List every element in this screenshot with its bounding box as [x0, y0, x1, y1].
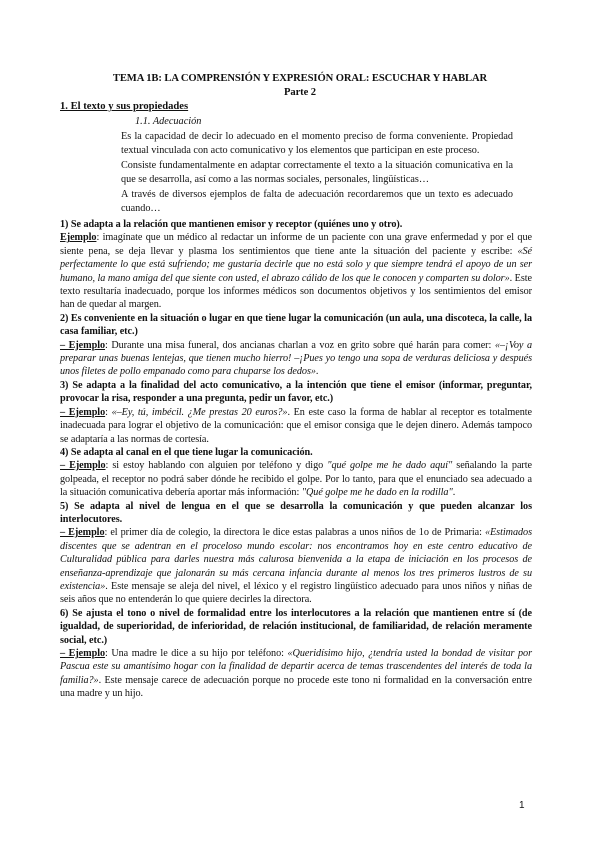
- example-text: . Este texto resultaría inadecuado, porque los informes médicos son documentos objetivos y los sentimientos del emisor han de quedar al margen.: [60, 272, 532, 311]
- point-example: [60, 231, 532, 311]
- section-heading: 1. El texto y sus propiedades: [60, 101, 189, 112]
- point-heading: 4) Se adapta al canal en el que tiene lugar la comunicación.: [60, 446, 313, 458]
- example-text: . Este mensaje se aleja del nivel, el léxico y el registro lingüístico adecuado para unos niños y niñas de seis años que no entenderán lo que quiere decirles la directora.: [60, 580, 532, 606]
- point-item: [60, 312, 532, 379]
- definition-paragraph: Es la capacidad de decir lo adecuado en el momento preciso de forma conveniente. Propiedad textual vinculada con acto comunicativo y los elementos que participan en este proceso.: [121, 131, 513, 156]
- point-example: [60, 526, 532, 606]
- example-quote: «Sé perfectamente lo que está sufriendo; me gustaría decirle que no está solo y que siempre tendrá el apoyo de un ser humano, la mano amiga del que siente con usted, el abrazo cálido de los que le conocen y comparten su dolor»: [60, 245, 532, 284]
- point-heading: 1) Se adapta a la relación que mantienen emisor y receptor (quiénes uno y otro).: [60, 219, 403, 230]
- example-text: .: [452, 487, 456, 499]
- point-example: [60, 647, 532, 701]
- example-text: : Durante una misa funeral, dos ancianas charlan a voz en grito sobre qué harán para comer:: [105, 339, 495, 351]
- point-item: [60, 446, 532, 500]
- page-number: 1: [519, 800, 525, 811]
- point-heading: 6) Se ajusta el tono o nivel de formalidad entre los interlocutores a la relación que mantienen entre sí (de igualdad, de superioridad, de inferioridad, de relación institucional, de familiaridad, de relación meramente social, etc.): [60, 607, 532, 646]
- example-quote: «–¡Voy a preparar unas buenas lentejas, que tienen mucho hierro! –¡Pues yo tengo una sopa de verduras deliciosa y después unos filetes de pollo empanado como para chuparse los dedos»: [60, 339, 532, 378]
- example-label: – Ejemplo: [60, 648, 106, 659]
- example-label: – Ejemplo: [60, 406, 106, 418]
- example-text: : Una madre le dice a su hijo por teléfono:: [105, 648, 288, 659]
- point-example: [60, 339, 532, 379]
- example-label: – Ejemplo: [60, 339, 106, 351]
- point-example: [60, 459, 532, 499]
- points-list: [60, 218, 532, 701]
- point-heading: 2) Es conveniente en la situación o lugar en que tiene lugar la comunicación (un aula, una discoteca, la calle, la casa familiar, etc.): [60, 312, 532, 338]
- definition-paragraph: A través de diversos ejemplos de falta de adecuación recordaremos que un texto es adecuado cuando…: [121, 189, 513, 214]
- point-heading: 5) Se adapta al nivel de lengua en el que se desarrolla la comunicación y que pueden alcanzar los interlocutores.: [60, 500, 532, 525]
- point-heading: 3) Se adapta a la finalidad del acto comunicativo, a la intención que tiene el emisor (informar, preguntar, provocar la risa, responder a una pregunta, pedir un favor, etc.): [60, 379, 532, 405]
- point-item: [60, 607, 532, 701]
- document-part: Parte 2: [284, 87, 316, 98]
- example-text: .: [315, 366, 319, 378]
- document-title: TEMA 1B: LA COMPRENSIÓN Y EXPRESIÓN ORAL: ESCUCHAR Y HABLAR: [112, 73, 488, 84]
- definition-block: [121, 130, 513, 216]
- example-text: . En este caso la forma de hablar al receptor es totalmente inadecuada para lograr el objetivo de la comunicación: que el emisor consiga que le dejen dinero. Además tampoco se adaptaría a las normas de cortesía.: [60, 406, 532, 445]
- example-text: : el primer día de colegio, la directora le dice estas palabras a unos niños de 1o de Primaria:: [104, 527, 485, 539]
- point-item: [60, 218, 532, 312]
- example-label: Ejemplo: [60, 232, 97, 244]
- example-text: señalando la parte golpeada, el receptor no podrá saber dónde he recibido el golpe. Por lo tanto, para que el enunciado sea adecuado a la situación comunicativa debería aportar más información:: [60, 460, 533, 499]
- example-text: . Este mensaje carece de adecuación porque no procede este tono ni formalidad en la conversación entre una madre y un hijo.: [60, 674, 532, 700]
- example-quote: "qué golpe me he dado aquí": [327, 460, 453, 472]
- point-item: [60, 500, 532, 607]
- example-label: – Ejemplo: [60, 527, 105, 539]
- example-quote: "Qué golpe me he dado en la rodilla": [301, 487, 453, 499]
- example-quote: «Estimados discentes que se adentran en el proceloso mundo escolar: nos encontramos hoy en este centro educativo de Culturalidad pública para darles nuestra más calurosa bienvenida a la etapa de iniciación en los procesos de enseñanza-aprendizaje que jalonarán su más cercana infancia durante al menos los tres primeros lustros de su existencia»: [60, 527, 532, 592]
- example-quote: «–Ey, tú, imbécil. ¿Me prestas 20 euros?»: [111, 406, 288, 418]
- subsection-heading: 1.1. Adecuación: [135, 116, 202, 127]
- example-quote: «Queridísimo hijo, ¿tendría usted la bondad de visitar por Pascua este su amantísimo hogar con la finalidad de departir acerca de temas trascendentes del interés de toda la familia?»: [60, 648, 532, 686]
- definition-paragraph: Consiste fundamentalmente en adaptar correctamente el texto a la situación comunicativa en la que se desarrolla, así como a las normas sociales, personales, lingüísticas…: [121, 160, 513, 185]
- example-text: : imagínate que un médico al redactar un informe de un paciente con una grave enfermedad y por el que siente pena, se deja llevar y plasma los sentimientos que tiene ante la situación del paciente y escribe:: [60, 232, 532, 257]
- example-label: – Ejemplo: [60, 460, 106, 472]
- point-example: [60, 406, 532, 446]
- point-item: [60, 379, 532, 446]
- example-text: :: [105, 406, 112, 418]
- example-text: : si estoy hablando con alguien por teléfono y digo: [105, 460, 328, 472]
